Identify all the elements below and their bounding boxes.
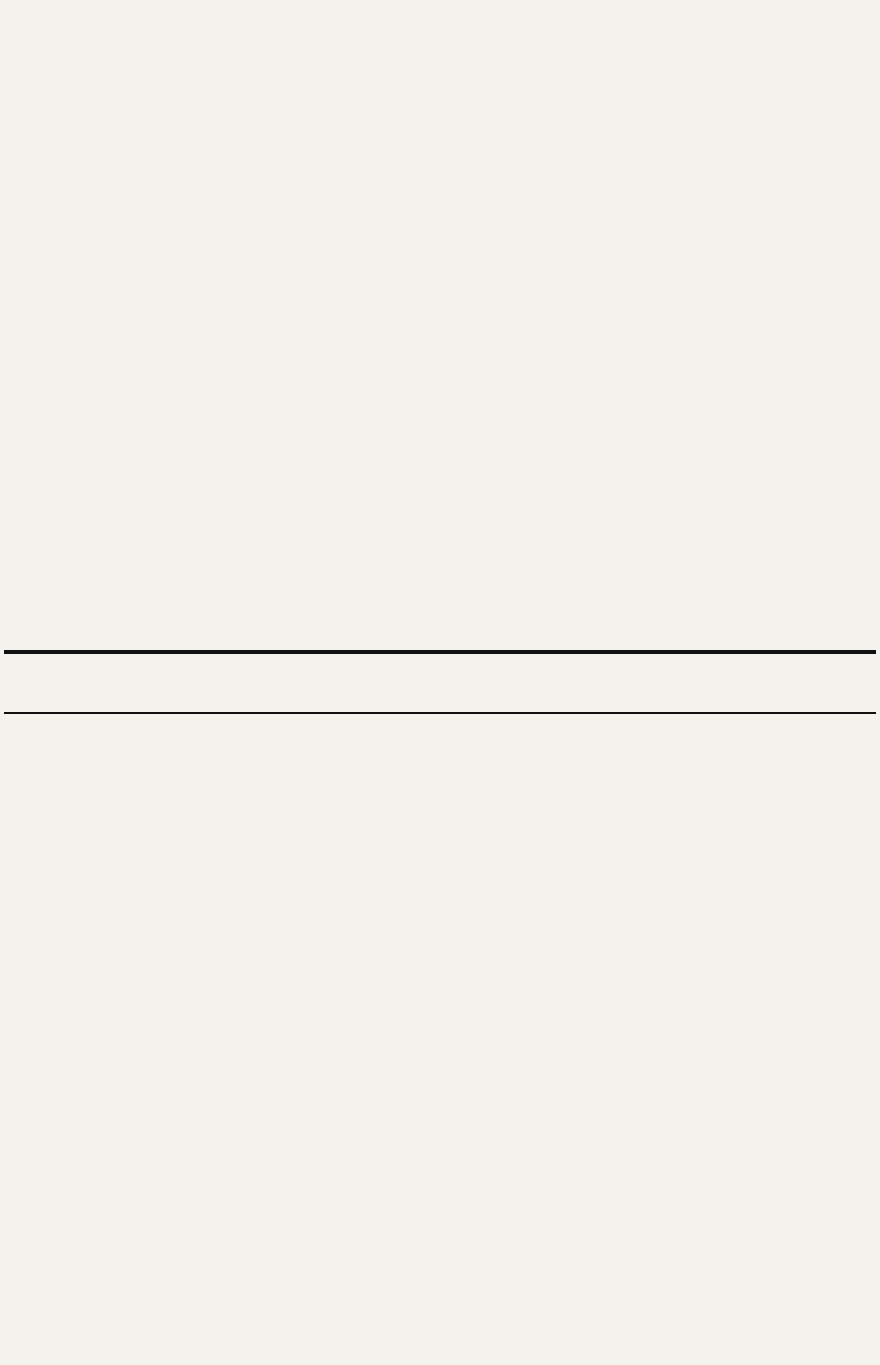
home-service-guide-banner	[4, 650, 876, 714]
service-guide-section	[4, 712, 876, 1360]
page-header	[0, 0, 880, 24]
help-wanted-section	[4, 26, 876, 648]
